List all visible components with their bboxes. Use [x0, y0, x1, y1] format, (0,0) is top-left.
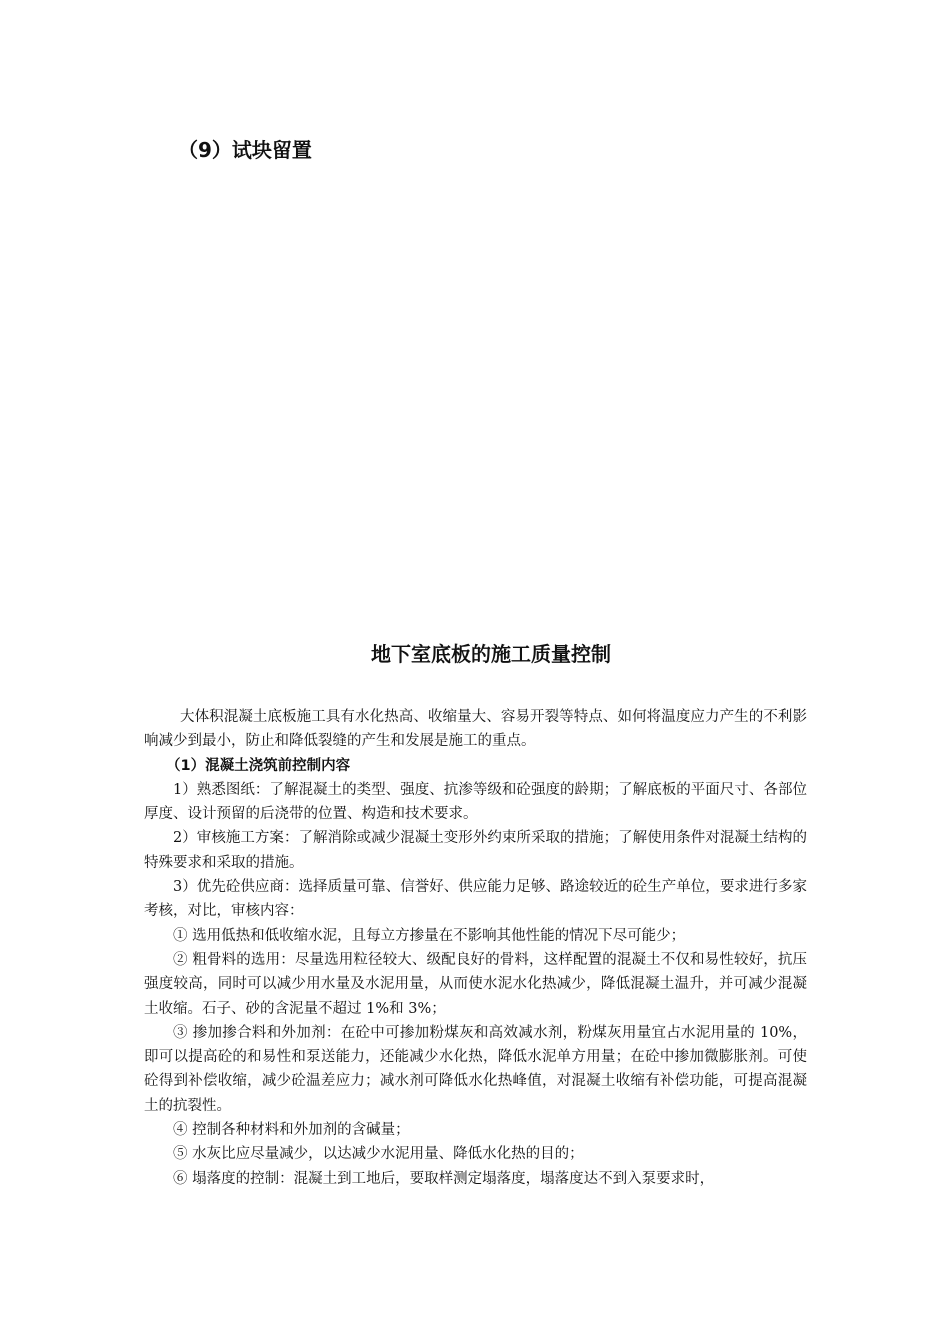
- paragraph-item-2: 2）审核施工方案：了解消除或减少混凝土变形外约束所采取的措施；了解使用条件对混凝土结构的特殊要求和采取的措施。: [144, 830, 807, 871]
- list-item-water-cement-ratio: ⑤ 水灰比应尽量减少，以达减少水泥用量、降低水化热的目的；: [173, 1146, 584, 1163]
- list-item-alkali: ④ 控制各种材料和外加剂的含碱量；: [173, 1122, 410, 1139]
- list-item-aggregate: ② 粗骨料的选用：尽量选用粒径较大、级配良好的骨料，这样配置的混凝土不仅和易性较好，抗压强度较高，同时可以减少用水量及水泥用量，从而使水泥水化热减少，降低混凝土温升，并可减少混凝土收缩。石子、砂的含泥量不超过 1%和 3%；: [144, 951, 807, 1017]
- section-heading: （9）试块留置: [178, 138, 312, 162]
- list-item-admixture: ③ 掺加掺合料和外加剂：在砼中可掺加粉煤灰和高效减水剂，粉煤灰用量宜占水泥用量的 10%，即可以提高砼的和易性和泵送能力，还能减少水化热，降低水泥单方用量；在砼中掺加微膨胀剂。可使砼得到补偿收缩，减少砼温差应力；减水剂可降低水化热峰值，对混凝土收缩有补偿功能，可提高混凝土的抗裂性。: [144, 1024, 807, 1114]
- paragraph-item-3: 3）优先砼供应商：选择质量可靠、信誉好、供应能力足够、路途较近的砼生产单位，要求进行多家考核，对比，审核内容：: [144, 879, 807, 920]
- body-text: [144, 705, 807, 1191]
- paragraph-intro: 大体积混凝土底板施工具有水化热高、收缩量大、容易开裂等特点、如何将温度应力产生的不利影响减少到最小，防止和降低裂缝的产生和发展是施工的重点。: [144, 709, 807, 750]
- paragraph-item-1: 1）熟悉图纸：了解混凝土的类型、强度、抗渗等级和砼强度的龄期；了解底板的平面尺寸、各部位厚度、设计预留的后浇带的位置、构造和技术要求。: [144, 781, 807, 823]
- list-item-cement: ① 选用低热和低收缩水泥，且每立方掺量在不影响其他性能的情况下尽可能少；: [173, 927, 686, 944]
- subheading-pre-pour-control: （1）混凝土浇筑前控制内容: [166, 757, 351, 774]
- document-title: 地下室底板的施工质量控制: [371, 642, 611, 666]
- list-item-slump: ⑥ 塌落度的控制：混凝土到工地后，要取样测定塌落度，塌落度达不到入泵要求时，: [173, 1170, 715, 1187]
